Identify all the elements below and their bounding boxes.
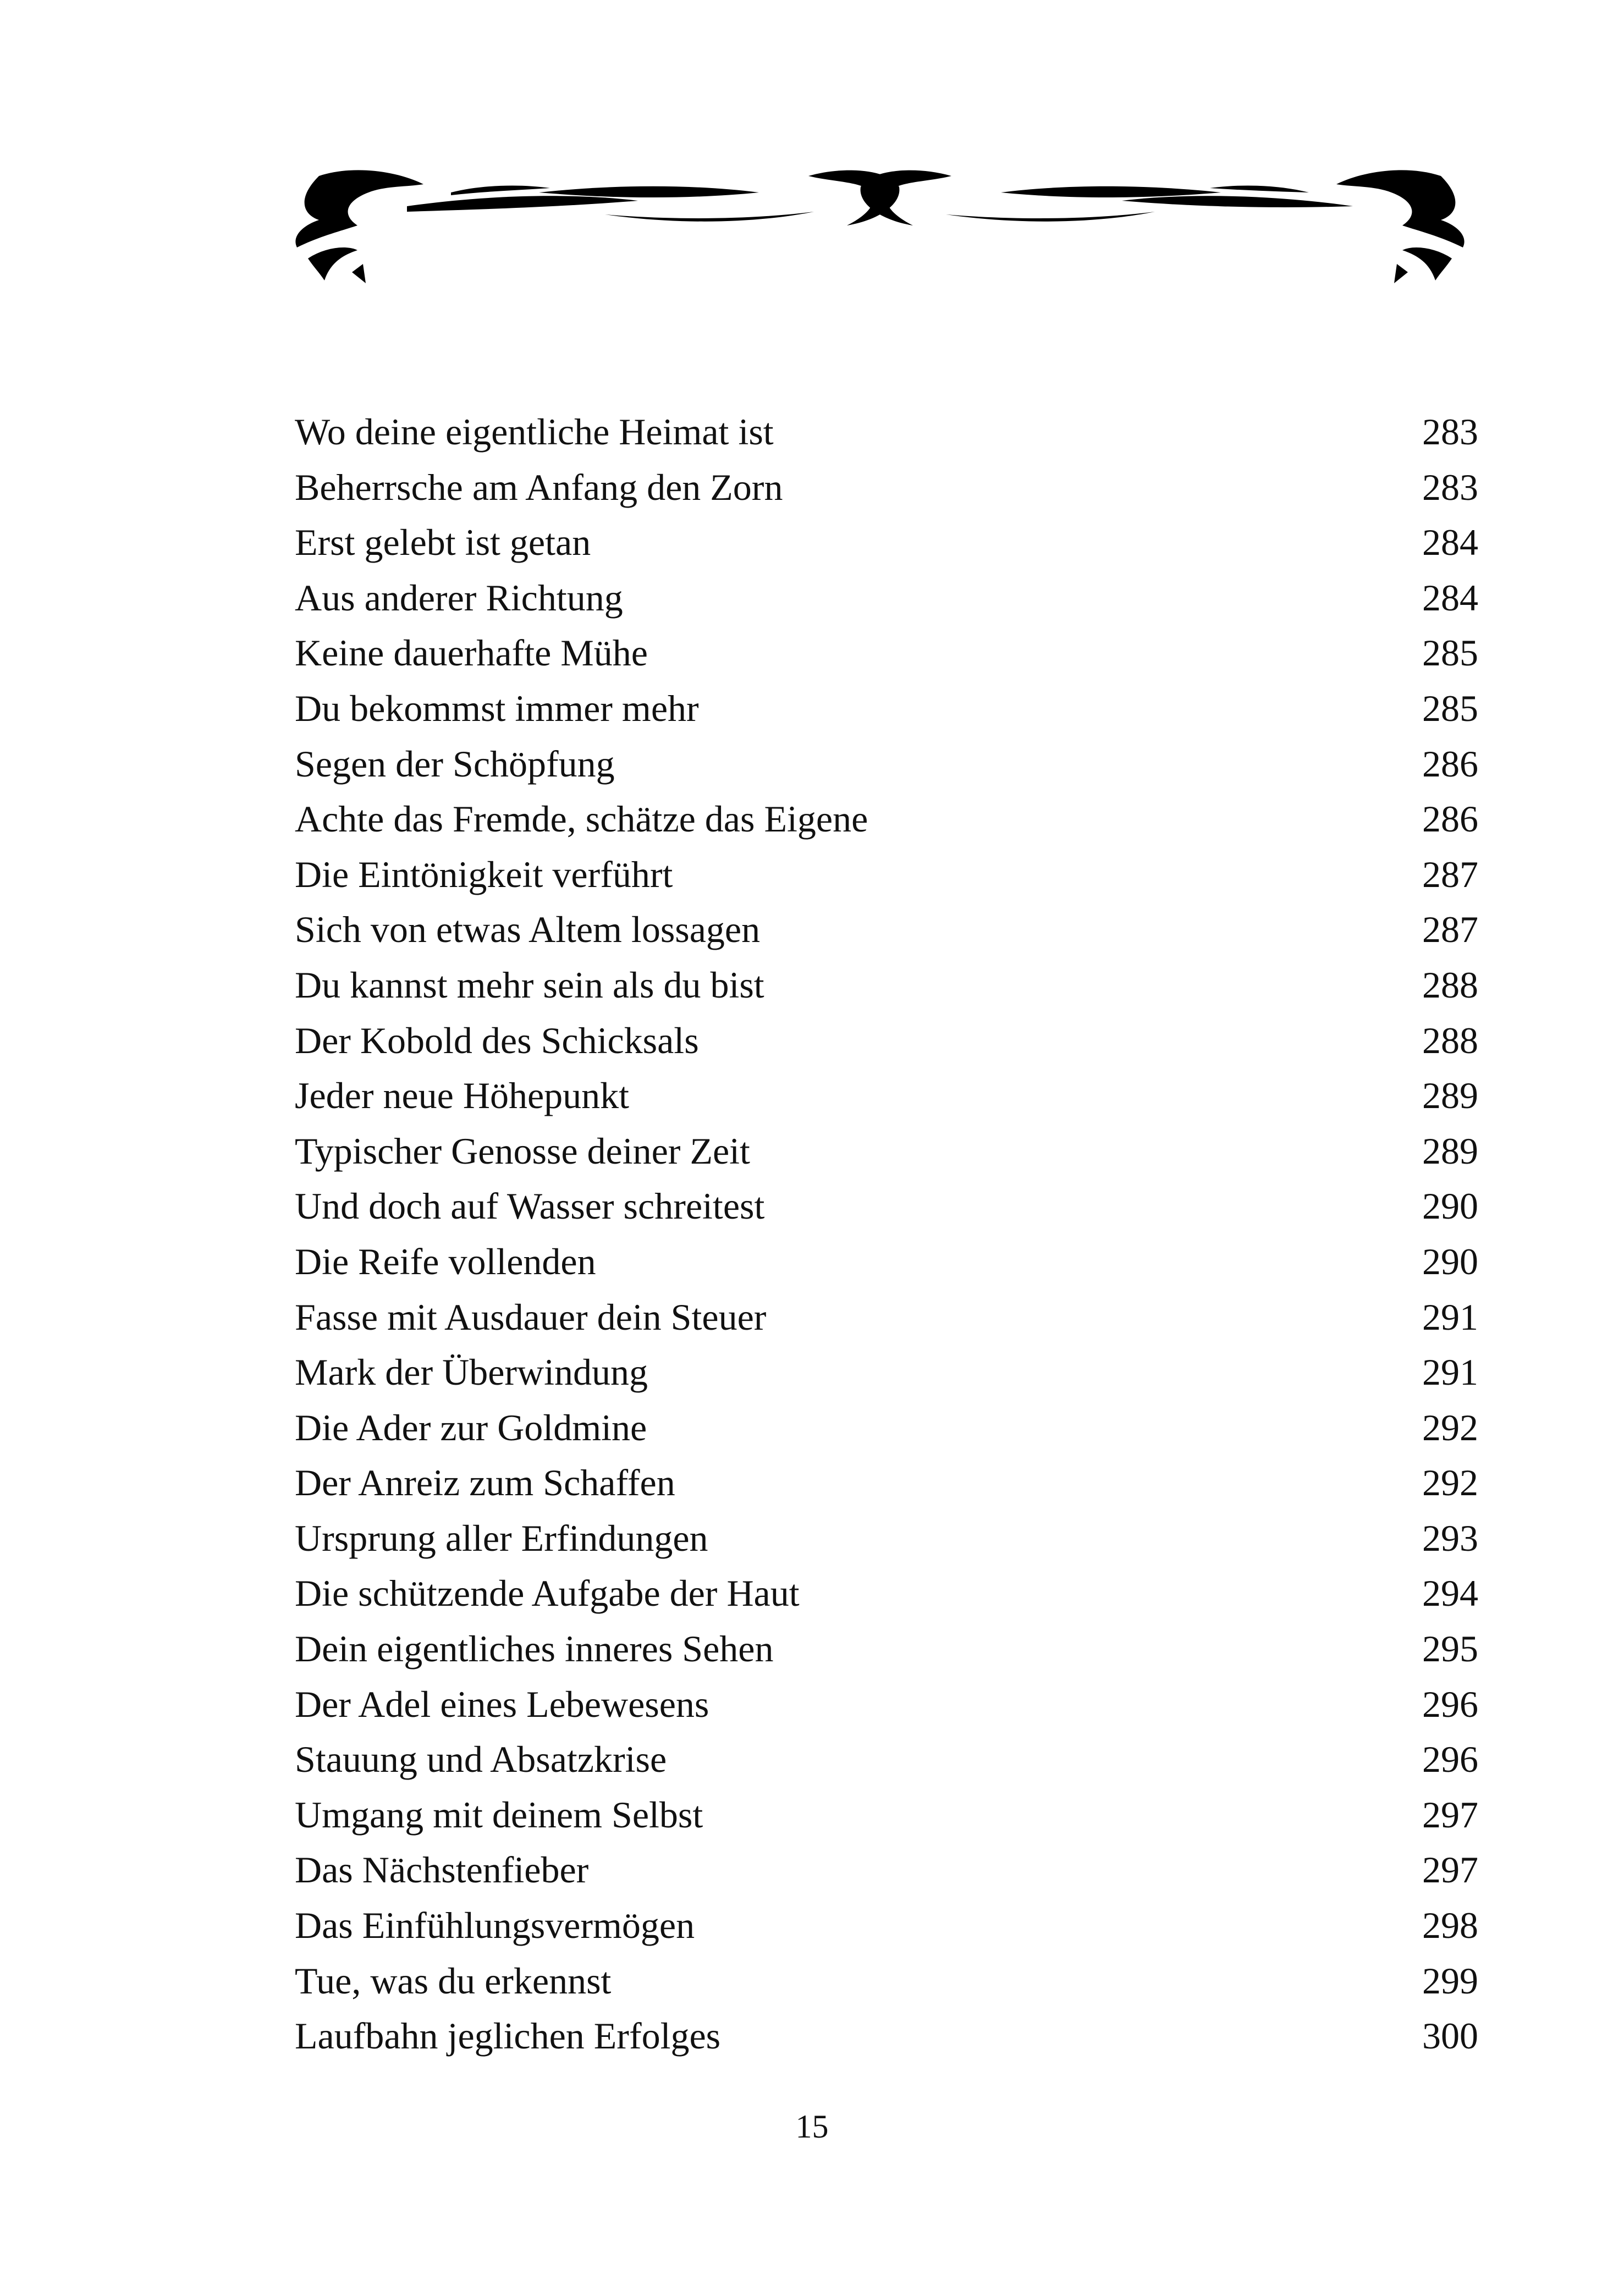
toc-entry-title: Ursprung aller Erfindungen (295, 1517, 708, 1559)
toc-entry-title: Du bekommst immer mehr (295, 687, 699, 729)
toc-entry-title: Sich von etwas Altem lossagen (295, 908, 761, 951)
toc-entry (295, 625, 1478, 681)
toc-entry (295, 404, 1478, 460)
toc-entry-page: 288 (1422, 963, 1478, 1006)
toc-entry-page: 292 (1422, 1406, 1478, 1448)
toc-entry-title: Wo deine eigentliche Heimat ist (295, 411, 774, 453)
toc-entry-title: Laufbahn jeglichen Erfolges (295, 2015, 721, 2057)
toc-entry (295, 460, 1478, 515)
toc-entry-title: Erst gelebt ist getan (295, 521, 591, 564)
toc-entry-page: 291 (1422, 1351, 1478, 1393)
toc-entry-page: 298 (1422, 1904, 1478, 1947)
toc-entry-title: Jeder neue Höhepunkt (295, 1075, 630, 1117)
toc-entry (295, 1787, 1478, 1843)
toc-entry-page: 291 (1422, 1296, 1478, 1338)
toc-entry (295, 1068, 1478, 1123)
toc-entry (295, 1898, 1478, 1953)
toc-entry-title: Tue, was du erkennst (295, 1959, 612, 2002)
toc-entry (295, 515, 1478, 570)
toc-entry-page: 297 (1422, 1793, 1478, 1836)
toc-entry-page: 289 (1422, 1075, 1478, 1117)
toc-entry-page: 293 (1422, 1517, 1478, 1559)
toc-entry (295, 1621, 1478, 1677)
toc-entry-page: 283 (1422, 411, 1478, 453)
toc-entry (295, 1677, 1478, 1732)
toc-entry (295, 2008, 1478, 2064)
toc-entry-page: 300 (1422, 2015, 1478, 2057)
toc-entry (295, 1400, 1478, 1456)
page-number: 15 (795, 2108, 829, 2145)
toc-entry (295, 1013, 1478, 1068)
toc-entry-title: Umgang mit deinem Selbst (295, 1793, 703, 1836)
toc-entry (295, 681, 1478, 736)
toc-entry-page: 292 (1422, 1462, 1478, 1504)
toc-entry (295, 1953, 1478, 2009)
toc-entry (295, 791, 1478, 847)
toc-entry-title: Der Anreiz zum Schaffen (295, 1462, 675, 1504)
toc-entry-title: Achte das Fremde, schätze das Eigene (295, 798, 868, 840)
toc-entry-page: 290 (1422, 1185, 1478, 1227)
toc-entry-page: 284 (1422, 521, 1478, 564)
toc-entry-page: 294 (1422, 1572, 1478, 1615)
toc-entry (295, 1511, 1478, 1566)
toc-entry-title: Das Nächstenfieber (295, 1849, 589, 1891)
toc-entry (295, 1178, 1478, 1234)
toc-entry-title: Aus anderer Richtung (295, 576, 623, 619)
table-of-contents (295, 404, 1478, 2064)
toc-entry (295, 1842, 1478, 1898)
toc-entry-page: 287 (1422, 853, 1478, 895)
toc-entry-page: 289 (1422, 1130, 1478, 1172)
toc-entry-page: 295 (1422, 1628, 1478, 1670)
art-nouveau-flourish-ornament-icon (286, 154, 1474, 291)
toc-entry-page: 288 (1422, 1019, 1478, 1061)
toc-entry (295, 1566, 1478, 1621)
toc-entry (295, 1732, 1478, 1787)
toc-entry-page: 286 (1422, 798, 1478, 840)
toc-entry (295, 1234, 1478, 1290)
toc-entry-title: Die Eintönigkeit verführt (295, 853, 673, 895)
toc-entry-page: 286 (1422, 742, 1478, 785)
toc-entry-title: Keine dauerhafte Mühe (295, 632, 648, 674)
toc-entry-title: Du kannst mehr sein als du bist (295, 963, 764, 1006)
toc-entry-title: Der Adel eines Lebewesens (295, 1683, 709, 1725)
toc-entry-title: Fasse mit Ausdauer dein Steuer (295, 1296, 767, 1338)
toc-entry (295, 1290, 1478, 1345)
toc-entry (295, 736, 1478, 792)
toc-entry-title: Stauung und Absatzkrise (295, 1738, 667, 1781)
toc-entry-page: 290 (1422, 1240, 1478, 1282)
toc-entry-title: Die Reife vollenden (295, 1240, 596, 1282)
toc-entry (295, 1123, 1478, 1179)
toc-entry-title: Das Einfühlungsvermögen (295, 1904, 695, 1947)
toc-entry (295, 1455, 1478, 1511)
toc-entry-page: 296 (1422, 1683, 1478, 1725)
toc-entry-page: 283 (1422, 466, 1478, 508)
toc-entry-title: Beherrsche am Anfang den Zorn (295, 466, 783, 508)
toc-entry-page: 287 (1422, 908, 1478, 951)
toc-entry-title: Die Ader zur Goldmine (295, 1406, 647, 1448)
toc-entry-title: Und doch auf Wasser schreitest (295, 1185, 765, 1227)
toc-entry-page: 299 (1422, 1959, 1478, 2002)
toc-entry (295, 957, 1478, 1013)
toc-entry-page: 284 (1422, 576, 1478, 619)
toc-entry (295, 902, 1478, 957)
toc-entry-page: 297 (1422, 1849, 1478, 1891)
toc-entry (295, 847, 1478, 902)
toc-entry (295, 570, 1478, 626)
toc-entry-title: Die schützende Aufgabe der Haut (295, 1572, 800, 1615)
toc-entry-title: Segen der Schöpfung (295, 742, 615, 785)
toc-entry-title: Der Kobold des Schicksals (295, 1019, 699, 1061)
toc-entry-title: Typischer Genosse deiner Zeit (295, 1130, 750, 1172)
toc-entry-page: 296 (1422, 1738, 1478, 1781)
toc-entry (295, 1345, 1478, 1400)
toc-entry-page: 285 (1422, 632, 1478, 674)
toc-entry-page: 285 (1422, 687, 1478, 729)
toc-entry-title: Dein eigentliches inneres Sehen (295, 1628, 774, 1670)
toc-entry-title: Mark der Überwindung (295, 1351, 648, 1393)
